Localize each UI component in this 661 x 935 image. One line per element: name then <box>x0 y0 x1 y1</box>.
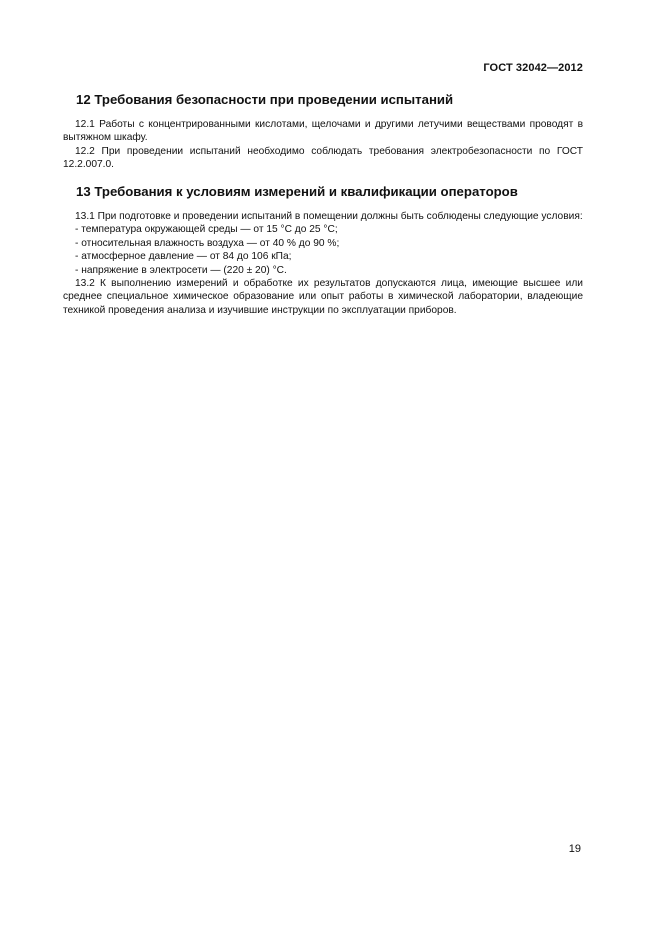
section-12 <box>63 92 583 172</box>
list-item: - относительная влажность воздуха — от 40 % до 90 %; <box>75 237 340 249</box>
list-item: - атмосферное давление — от 84 до 106 кПа; <box>75 251 292 263</box>
section-12-title: 12 Требования безопасности при проведении испытаний <box>76 92 454 107</box>
section-13-title: 13 Требования к условиям измерений и квалификации операторов <box>76 184 518 199</box>
section-13 <box>63 184 583 317</box>
paragraph-13-2: 13.2 К выполнению измерений и обработке их результатов допускаются лица, имеющие высшее или среднее специальное химическое образование или опыт работы в химической лаборатории, владеющие техникой проведения анализа и изучившие инструкции по эксплуатации приборов. <box>63 278 583 316</box>
page-number: 19 <box>568 843 581 855</box>
paragraph-12-1: 12.1 Работы с концентрированными кислотами, щелочами и другими летучими веществами проводят в вытяжном шкафу. <box>63 119 583 144</box>
list-item: - температура окружающей среды — от 15 °С до 25 °С; <box>75 224 338 236</box>
list-item: - напряжение в электросети — (220 ± 20) °С. <box>75 264 287 276</box>
paragraph-12-2: 12.2 При проведении испытаний необходимо соблюдать требования электробезопасности по ГОСТ 12.2.007.0. <box>63 145 583 171</box>
document-code: ГОСТ 32042—2012 <box>483 62 583 74</box>
paragraph-13-1: 13.1 При подготовке и проведении испытаний в помещении должны быть соблюдены следующие условия: <box>75 211 583 222</box>
